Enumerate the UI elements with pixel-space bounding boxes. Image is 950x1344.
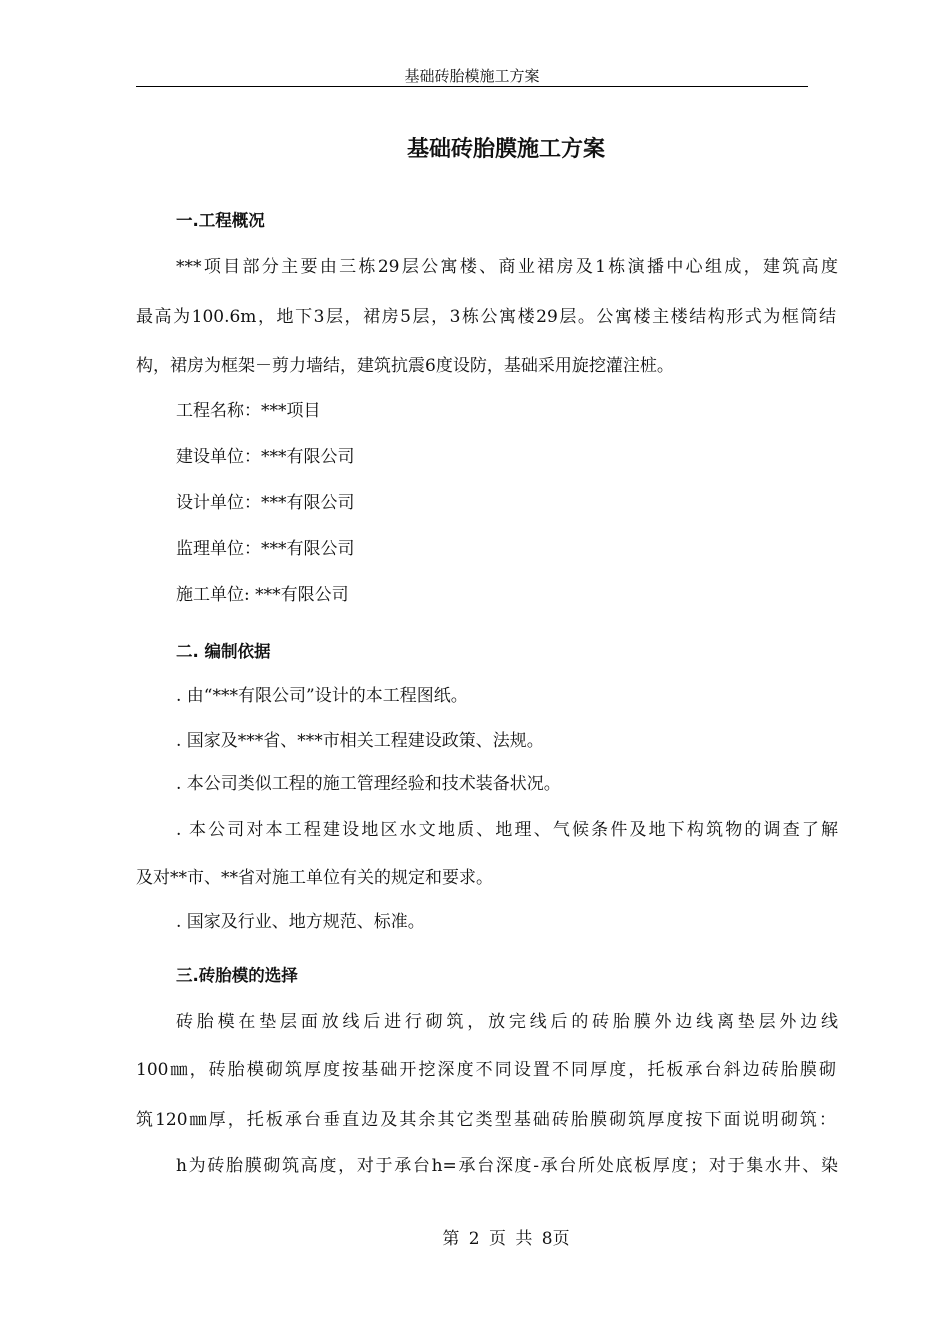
section-heading-basis: 二. 编制依据 — [176, 642, 271, 661]
list-item: . 国家及***省、***市相关工程建设政策、法规。 — [176, 731, 544, 751]
running-header: 基础砖胎模施工方案 — [404, 67, 540, 85]
paragraph-line: 构，裙房为框架－剪力墙结，建筑抗震6度设防，基础采用旋挖灌注桩。 — [136, 356, 674, 376]
list-item: . 由“***有限公司”设计的本工程图纸。 — [176, 686, 468, 706]
section-heading-overview: 一.工程概况 — [176, 211, 265, 230]
designer-line: 设计单位：***有限公司 — [176, 493, 355, 513]
header-divider — [136, 86, 808, 87]
list-item-continuation: 及对**市、**省对施工单位有关的规定和要求。 — [136, 868, 493, 888]
builder-line: 建设单位：***有限公司 — [176, 447, 355, 467]
paragraph-line: h为砖胎膜砌筑高度，对于承台h=承台深度-承台所处底板厚度；对于集水井、染 — [176, 1156, 838, 1176]
project-name-line: 工程名称：***项目 — [176, 401, 321, 421]
list-item: . 国家及行业、地方规范、标准。 — [176, 912, 425, 932]
list-item: . 本公司对本工程建设地区水文地质、地理、气候条件及地下构筑物的调查了解 — [176, 820, 838, 840]
paragraph-line: ***项目部分主要由三栋29层公寓楼、商业裙房及1栋演播中心组成，建筑高度 — [176, 257, 838, 277]
supervisor-line: 监理单位：***有限公司 — [176, 539, 355, 559]
list-item: . 本公司类似工程的施工管理经验和技术装备状况。 — [176, 774, 561, 794]
section-heading-formwork: 三.砖胎模的选择 — [176, 966, 298, 985]
document-title: 基础砖胎膜施工方案 — [406, 136, 605, 162]
paragraph-line: 最高为100.6m，地下3层，裙房5层，3栋公寓楼29层。公寓楼主楼结构形式为框筒结 — [136, 307, 836, 327]
paragraph-line: 100㎜，砖胎模砌筑厚度按基础开挖深度不同设置不同厚度，托板承台斜边砖胎膜砌 — [136, 1060, 836, 1080]
contractor-line: 施工单位: ***有限公司 — [176, 585, 349, 605]
paragraph-line: 筑120㎜厚，托板承台垂直边及其余其它类型基础砖胎膜砌筑厚度按下面说明砌筑： — [136, 1110, 836, 1130]
page-number-footer: 第 2 页 共 8页 — [442, 1229, 570, 1249]
paragraph-line: 砖胎模在垫层面放线后进行砌筑，放完线后的砖胎膜外边线离垫层外边线 — [176, 1012, 838, 1032]
